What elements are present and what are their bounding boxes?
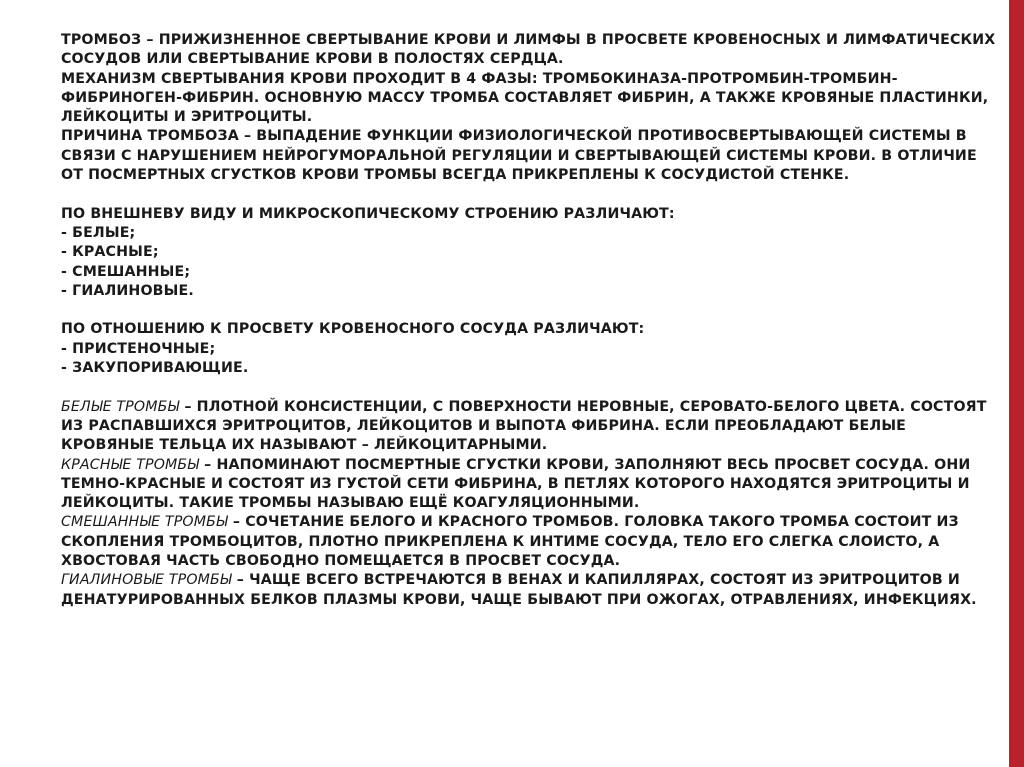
type-hyaline-text: – ЧАЩЕ ВСЕГО ВСТРЕЧАЮТСЯ В ВЕНАХ И КАПИЛЛЯРАХ, СОСТОЯТ ИЗ ЭРИТРОЦИТОВ И ДЕНАТУРИРОВАННЫХ БЕЛКОВ ПЛАЗМЫ КРОВИ, ЧАЩЕ БЫВАЮТ ПРИ ОЖОГАХ, ОТРАВЛЕНИЯХ, ИНФЕКЦИЯХ. — [61, 572, 977, 608]
appearance-item-hyaline: - ГИАЛИНОВЫЕ. — [61, 282, 194, 299]
cause-paragraph: ПРИЧИНА ТРОМБОЗА – ВЫПАДЕНИЕ ФУНКЦИИ ФИЗИОЛОГИЧЕСКОЙ ПРОТИВОСВЕРТЫВАЮЩЕЙ СИСТЕМЫ В СВЯЗИ С НАРУШЕНИЕМ НЕЙРОГУМОРАЛЬНОЙ РЕГУЛЯЦИИ И СВЕРТЫВАЮЩЕЙ СИСТЕМЫ КРОВИ. В ОТЛИЧИЕ ОТ ПОСМЕРТНЫХ СГУСТКОВ КРОВИ ТРОМБЫ ВСЕГДА ПРИКРЕПЛЕНЫ К СОСУДИСТОЙ СТЕНКЕ. — [61, 128, 977, 184]
definition-term: ТРОМБОЗ — [61, 32, 142, 48]
lumen-item-occluding: - ЗАКУПОРИВАЮЩИЕ. — [61, 360, 249, 377]
type-red-text: – НАПОМИНАЮТ ПОСМЕРТНЫЕ СГУСТКИ КРОВИ, ЗАПОЛНЯЮТ ВЕСЬ ПРОСВЕТ СОСУДА. ОНИ ТЕМНО-КРАСНЫЕ И СОСТОЯТ ИЗ ГУСТОЙ СЕТИ ФИБРИНА, В ПЕТЛЯХ КОТОРОГО НАХОДЯТСЯ ЭРИТРОЦИТЫ И ЛЕЙКОЦИТЫ. ТАКИЕ ТРОМБЫ НАЗЫВАЮ ЕЩЁ КОАГУЛЯЦИОННЫМИ. — [61, 456, 971, 512]
slide-body — [61, 31, 1001, 610]
mechanism-paragraph: МЕХАНИЗМ СВЕРТЫВАНИЯ КРОВИ ПРОХОДИТ В 4 ФАЗЫ: ТРОМБОКИНАЗА-ПРОТРОМБИН-ТРОМБИН-ФИБРИНОГЕН-ФИБРИН. ОСНОВНУЮ МАССУ ТРОМБА СОСТАВЛЯЕТ ФИБРИН, А ТАКЖЕ КРОВЯНЫЕ ПЛАСТИНКИ, ЛЕЙКОЦИТЫ И ЭРИТРОЦИТЫ. — [61, 70, 989, 126]
spacer — [61, 185, 1001, 204]
appearance-heading: ПО ВНЕШНЕВУ ВИДУ И МИКРОСКОПИЧЕСКОМУ СТРОЕНИЮ РАЗЛИЧАЮТ: — [61, 205, 675, 222]
type-white-term: БЕЛЫЕ ТРОМБЫ — [61, 398, 180, 415]
definition-text: – ПРИЖИЗНЕННОЕ СВЕРТЫВАНИЕ КРОВИ И ЛИМФЫ В ПРОСВЕТЕ КРОВЕНОСНЫХ И ЛИМФАТИЧЕСКИХ СОСУДОВ ИЛИ СВЕРТЫВАНИЕ КРОВИ В ПОЛОСТЯХ СЕРДЦА. — [61, 32, 996, 68]
lumen-heading: ПО ОТНОШЕНИЮ К ПРОСВЕТУ КРОВЕНОСНОГО СОСУДА РАЗЛИЧАЮТ: — [61, 321, 645, 338]
type-mixed-term: СМЕШАННЫЕ ТРОМБЫ — [61, 514, 228, 531]
type-red-paragraph — [61, 456, 1001, 514]
appearance-item-white: - БЕЛЫЕ; — [61, 224, 136, 241]
type-hyaline-term: ГИАЛИНОВЫЕ ТРОМБЫ — [61, 572, 232, 589]
appearance-item-mixed: - СМЕШАННЫЕ; — [61, 263, 191, 280]
appearance-item-red: - КРАСНЫЕ; — [61, 244, 159, 261]
lumen-item-parietal: - ПРИСТЕНОЧНЫЕ; — [61, 340, 216, 357]
definition-paragraph — [61, 31, 1001, 70]
spacer — [61, 378, 1001, 397]
type-white-text: – ПЛОТНОЙ КОНСИСТЕНЦИИ, С ПОВЕРХНОСТИ НЕРОВНЫЕ, СЕРОВАТО-БЕЛОГО ЦВЕТА. СОСТОЯТ ИЗ РАСПАВШИХСЯ ЭРИТРОЦИТОВ, ЛЕЙКОЦИТОВ И ВЫПОТА ФИБРИНА. ЕСЛИ ПРЕОБЛАДАЮТ БЕЛЫЕ КРОВЯНЫЕ ТЕЛЬЦА ИХ НАЗЫВАЮТ – ЛЕЙКОЦИТАРНЫМИ. — [61, 398, 987, 454]
type-red-term: КРАСНЫЕ ТРОМБЫ — [61, 456, 200, 473]
type-mixed-paragraph — [61, 513, 1001, 571]
type-hyaline-paragraph — [61, 571, 1001, 610]
spacer — [61, 301, 1001, 320]
accent-bar — [1009, 0, 1024, 767]
type-white-paragraph — [61, 398, 1001, 456]
type-mixed-text: – СОЧЕТАНИЕ БЕЛОГО И КРАСНОГО ТРОМБОВ. ГОЛОВКА ТАКОГО ТРОМБА СОСТОИТ ИЗ СКОПЛЕНИЯ ТРОМБОЦИТОВ, ПЛОТНО ПРИКРЕПЛЕНА К ИНТИМЕ СОСУДА, ТЕЛО ЕГО СЛЕГКА СЛОИСТО, А ХВОСТОВАЯ ЧАСТЬ СВОБОДНО ПОМЕЩАЕТСЯ В ПРОСВЕТ СОСУДА. — [61, 514, 959, 570]
